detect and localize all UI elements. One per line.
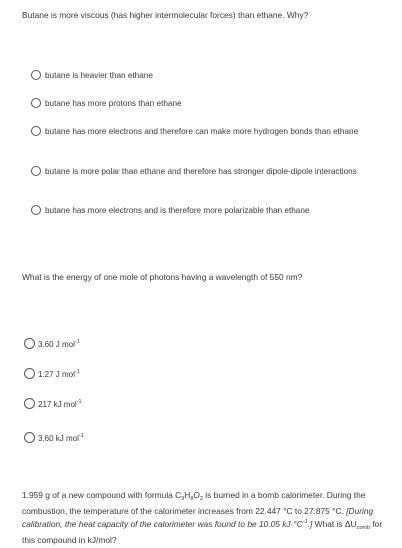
radio-button[interactable]: [31, 205, 41, 215]
q2-option-3[interactable]: [24, 398, 82, 409]
option-label: 3.60 J mol$^{-1}$: [38, 338, 80, 349]
radio-button[interactable]: [31, 70, 41, 80]
option-label: 1.27 J mol$^{-1}$: [38, 368, 80, 379]
q2-option-2[interactable]: [24, 368, 80, 379]
radio-button[interactable]: [24, 432, 35, 443]
option-label: butane has more protons than ethane: [45, 99, 182, 108]
q1-option-3[interactable]: [31, 127, 392, 137]
q1-option-4[interactable]: [31, 167, 392, 177]
q2-option-4[interactable]: [24, 432, 84, 443]
radio-button[interactable]: [31, 126, 41, 136]
radio-button[interactable]: [31, 166, 41, 176]
question-1-prompt: Butane is more viscous (has higher intermolecular forces) than ethane. Why?: [22, 10, 309, 20]
radio-button[interactable]: [31, 98, 41, 108]
question-2-prompt: What is the energy of one mole of photons having a wavelength of 550 nm?: [22, 272, 303, 282]
radio-button[interactable]: [24, 398, 35, 409]
option-label: butane is heavier than ethane: [45, 71, 153, 80]
radio-button[interactable]: [24, 338, 35, 349]
q1-option-1[interactable]: [31, 71, 392, 81]
q2-option-1[interactable]: [24, 338, 80, 349]
option-label: butane has more electrons and is therefore more polarizable than ethane: [45, 206, 310, 215]
option-label: 217 kJ mol$^{-1}$: [38, 398, 82, 409]
q1-option-2[interactable]: [31, 99, 392, 109]
question-3-prompt: 1.959 g of a new compound with formula $C_9H_8O_2$ is burned in a bomb calorimeter. During the combustion, the temperature of the calorimeter increases from 22.447 °C to 27.875 °C. [During calibration, the heat capacity of the calorimeter was found to be 10.05 $kJ\cdot^\circ C^{-1}$.] What is $\Delta U_{comb}$ for this compound in kJ/mol?: [22, 490, 383, 545]
option-label: butane is more polar than ethane and therefore has stronger dipole-dipole interactions: [45, 167, 357, 176]
option-label: butane has more electrons and therefore can make more hydrogen bonds than ethane: [45, 127, 359, 136]
q1-option-5[interactable]: [31, 206, 392, 216]
option-label: 3.60 kJ mol$^{-1}$: [38, 432, 84, 443]
radio-button[interactable]: [24, 368, 35, 379]
